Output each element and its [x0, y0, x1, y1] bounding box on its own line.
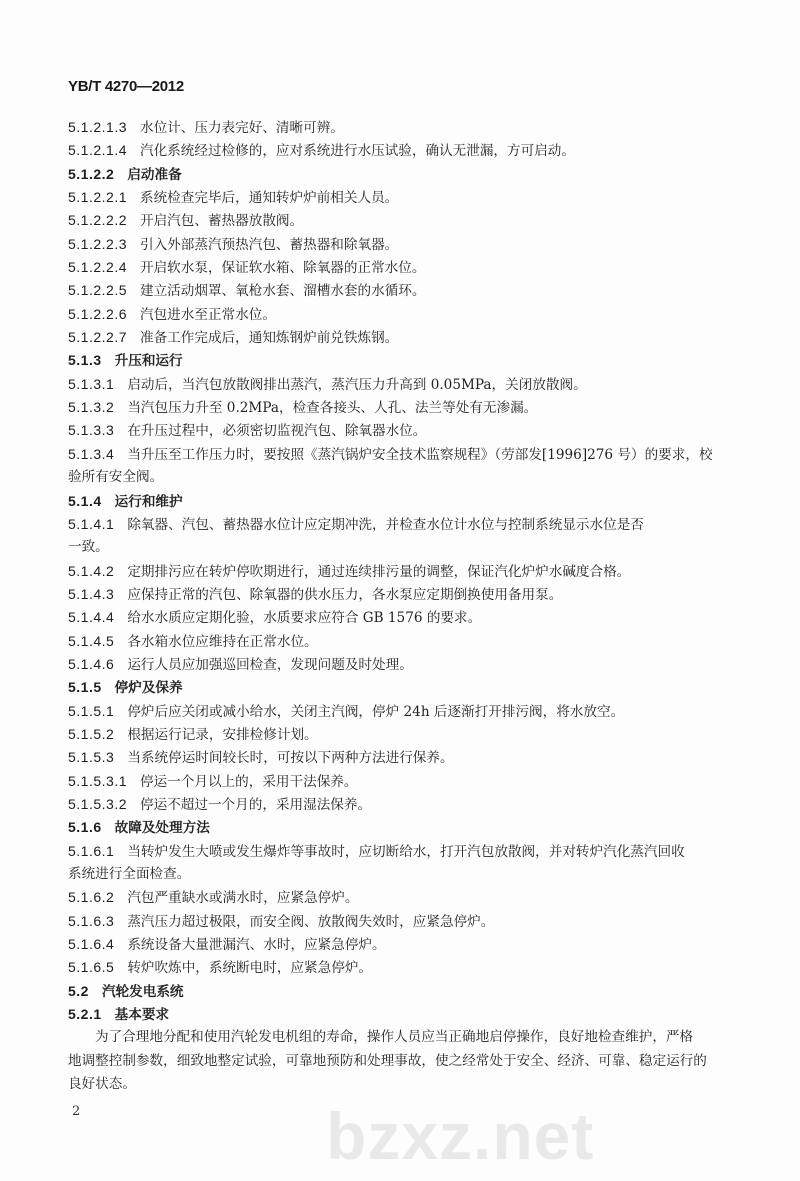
- paragraph-line: [68, 863, 748, 886]
- clause-text: 系统进行全面检查。: [68, 866, 191, 882]
- clause-number: 5.1.4.5: [68, 632, 115, 649]
- clause-text: 停运不超过一个月的，采用湿法保养。: [140, 796, 372, 813]
- clause-item: [68, 116, 748, 139]
- clause-item: [68, 186, 748, 209]
- clause-text: 给水水质应定期化验，水质要求应符合 GB 1576 的要求。: [127, 610, 482, 627]
- clause-text: 地调整控制参数，细致地整定试验，可靠地预防和处理事故，使之经常处于安全、经济、可靠、稳定运行的: [68, 1052, 707, 1069]
- clause-text: 一致。: [68, 539, 109, 556]
- clause-item: [68, 209, 748, 232]
- clause-text: 转炉吹炼中，系统断电时，应紧急停炉。: [127, 960, 373, 977]
- clause-number: 5.1.3.1: [68, 375, 115, 392]
- clause-number: 5.1.2.2.5: [68, 282, 127, 299]
- clause-text: 为了合理地分配和使用汽轮发电机组的寿命，操作人员应当正确地启停操作，良好地检查维护，严格: [95, 1029, 694, 1046]
- clause-number: 5.1.3: [68, 352, 102, 369]
- clause-text: 准备工作完成后，通知炼钢炉前兑铁炼钢。: [140, 330, 399, 347]
- clause-text: 启动后，当汽包放散阀排出蒸汽，蒸汽压力升高到 0.05MPa，关闭放散阀。: [127, 376, 587, 393]
- clause-text: 当转炉发生大喷或发生爆炸等事故时，应切断给水，打开汽包放散阀，并对转炉汽化蒸汽回收: [127, 843, 685, 860]
- section-heading: [68, 980, 748, 1003]
- standard-code-header: YB/T 4270—2012: [68, 78, 184, 95]
- clause-number: 5.1.4.3: [68, 585, 115, 602]
- clause-number: 5.1.6: [68, 819, 102, 836]
- clause-number: 5.1.4.6: [68, 655, 115, 672]
- clause-number: 5.1.6.5: [68, 959, 115, 976]
- clause-number: 5.1.4.4: [68, 609, 115, 626]
- clause-number: 5.1.5.1: [68, 702, 115, 719]
- clause-text: 各水箱水位应维持在正常水位。: [127, 633, 318, 650]
- clause-item: [68, 373, 748, 396]
- clause-text: 定期排污应在转炉停吹期进行，通过连续排污量的调整，保证汽化炉炉水碱度合格。: [127, 563, 631, 580]
- clause-text: 良好状态。: [68, 1076, 136, 1093]
- clause-text: 除氧器、汽包、蓄热器水位计应定期冲洗，并检查水位计水位与控制系统显示水位是否: [127, 516, 644, 533]
- clause-item: [68, 933, 748, 956]
- clause-item: [68, 956, 748, 979]
- clause-item: [68, 419, 748, 442]
- clause-number: 5.1.3.4: [68, 445, 115, 462]
- clause-text: 建立活动烟罩、氧枪水套、溜槽水套的水循环。: [140, 283, 426, 300]
- clause-text: 根据运行记录，安排检修计划。: [127, 726, 318, 743]
- clause-text: 系统设备大量泄漏汽、水时，应紧急停炉。: [127, 937, 386, 954]
- clause-text: 停炉后应关闭或减小给水，关闭主汽阀，停炉 24h 后逐渐打开排污阀，将水放空。: [127, 703, 625, 720]
- clause-text: 验所有安全阀。: [68, 469, 164, 486]
- paragraph-line: [68, 536, 748, 559]
- clause-number: 5.1.5.3.1: [68, 772, 127, 789]
- clause-number: 5.1.3.2: [68, 399, 115, 416]
- clause-text: 当升压至工作压力时，要按照《蒸汽锅炉安全技术监察规程》（劳部发[1996]276 号）的要求，校: [127, 446, 713, 463]
- clause-item: [68, 840, 748, 863]
- paragraph-line: [68, 466, 748, 489]
- page-number: 2: [72, 1104, 81, 1119]
- clause-number: 5.1.2.2.3: [68, 235, 127, 252]
- document-body: [68, 116, 748, 1096]
- clause-text: 停炉及保养: [114, 680, 183, 697]
- paragraph-line: [68, 1073, 748, 1096]
- clause-number: 5.1.3.3: [68, 422, 115, 439]
- clause-item: [68, 326, 748, 349]
- clause-item: [68, 793, 748, 816]
- clause-item: [68, 560, 748, 583]
- clause-item: [68, 606, 748, 629]
- clause-item: [68, 279, 748, 302]
- section-heading: [68, 1003, 748, 1026]
- clause-text: 引入外部蒸汽预热汽包、蓄热器和除氧器。: [140, 236, 399, 253]
- clause-number: 5.1.6.3: [68, 912, 115, 929]
- clause-item: [68, 396, 748, 419]
- clause-text: 开启汽包、蓄热器放散阀。: [140, 213, 304, 230]
- clause-text: 停运一个月以上的，采用干法保养。: [140, 773, 358, 790]
- clause-number: 5.1.5.3.2: [68, 795, 127, 812]
- clause-text: 启动准备: [127, 166, 182, 183]
- clause-text: 蒸汽压力超过极限，而安全阀、放散阀失效时，应紧急停炉。: [127, 913, 495, 930]
- section-heading: [68, 349, 748, 372]
- clause-number: 5.1.4.2: [68, 562, 115, 579]
- paragraph-line: [68, 1026, 748, 1049]
- clause-text: 系统检查完毕后，通知转炉炉前相关人员。: [140, 190, 399, 207]
- clause-item: [68, 770, 748, 793]
- clause-number: 5.2: [68, 982, 89, 999]
- clause-item: [68, 910, 748, 933]
- clause-item: [68, 700, 748, 723]
- clause-number: 5.1.6.4: [68, 936, 115, 953]
- clause-number: 5.1.5.2: [68, 725, 115, 742]
- clause-number: 5.1.4: [68, 492, 102, 509]
- clause-text: 运行人员应加强巡回检查，发现问题及时处理。: [127, 656, 413, 673]
- clause-number: 5.1.5: [68, 679, 102, 696]
- clause-number: 5.1.2.1.4: [68, 142, 127, 159]
- clause-number: 5.1.6.1: [68, 842, 115, 859]
- clause-item: [68, 653, 748, 676]
- section-heading: [68, 676, 748, 699]
- clause-item: [68, 746, 748, 769]
- watermark: bzxz.net: [326, 1099, 595, 1173]
- clause-number: 5.1.5.3: [68, 749, 115, 766]
- clause-number: 5.1.2.1.3: [68, 119, 127, 135]
- clause-item: [68, 139, 748, 162]
- clause-text: 当汽包压力升至 0.2MPa，检查各接头、人孔、法兰等处有无渗漏。: [127, 400, 538, 417]
- clause-item: [68, 630, 748, 653]
- clause-text: 开启软水泵，保证软水箱、除氧器的正常水位。: [140, 260, 426, 277]
- clause-text: 基本要求: [114, 1007, 170, 1024]
- section-heading: [68, 816, 748, 839]
- clause-number: 5.1.2.2.7: [68, 329, 127, 346]
- clause-text: 运行和维护: [114, 493, 183, 510]
- clause-text: 汽化系统经过检修的，应对系统进行水压试验，确认无泄漏，方可启动。: [140, 143, 575, 160]
- clause-text: 在升压过程中，必须密切监视汽包、除氧器水位。: [127, 423, 427, 440]
- clause-number: 5.1.2.2.6: [68, 305, 127, 322]
- clause-text: 汽包严重缺水或满水时，应紧急停炉。: [127, 890, 359, 907]
- clause-number: 5.1.4.1: [68, 515, 115, 532]
- clause-text: 应保持正常的汽包、除氧器的供水压力，各水泵应定期倒换使用备用泵。: [127, 586, 563, 603]
- clause-number: 5.1.2.2.2: [68, 212, 127, 229]
- clause-item: [68, 256, 748, 279]
- clause-text: 汽轮发电系统: [101, 983, 184, 1000]
- clause-item: [68, 233, 748, 256]
- paragraph-line: [68, 1050, 748, 1073]
- clause-item: [68, 303, 748, 326]
- clause-item: [68, 723, 748, 746]
- clause-text: 水位计、压力表完好、清晰可辨。: [140, 120, 344, 136]
- clause-item: [68, 886, 748, 909]
- clause-item: [68, 513, 748, 536]
- clause-item: [68, 443, 748, 466]
- clause-number: 5.1.2.2: [68, 165, 115, 182]
- clause-text: 升压和运行: [114, 353, 183, 370]
- section-heading: [68, 163, 748, 186]
- clause-number: 5.1.2.2.1: [68, 189, 127, 206]
- clause-item: [68, 583, 748, 606]
- clause-number: 5.1.6.2: [68, 889, 115, 906]
- clause-text: 故障及处理方法: [114, 820, 210, 837]
- clause-number: 5.1.2.2.4: [68, 259, 127, 276]
- clause-text: 汽包进水至正常水位。: [140, 306, 276, 323]
- clause-number: 5.2.1: [68, 1006, 102, 1023]
- section-heading: [68, 490, 748, 513]
- clause-text: 当系统停运时间较长时，可按以下两种方法进行保养。: [127, 750, 454, 767]
